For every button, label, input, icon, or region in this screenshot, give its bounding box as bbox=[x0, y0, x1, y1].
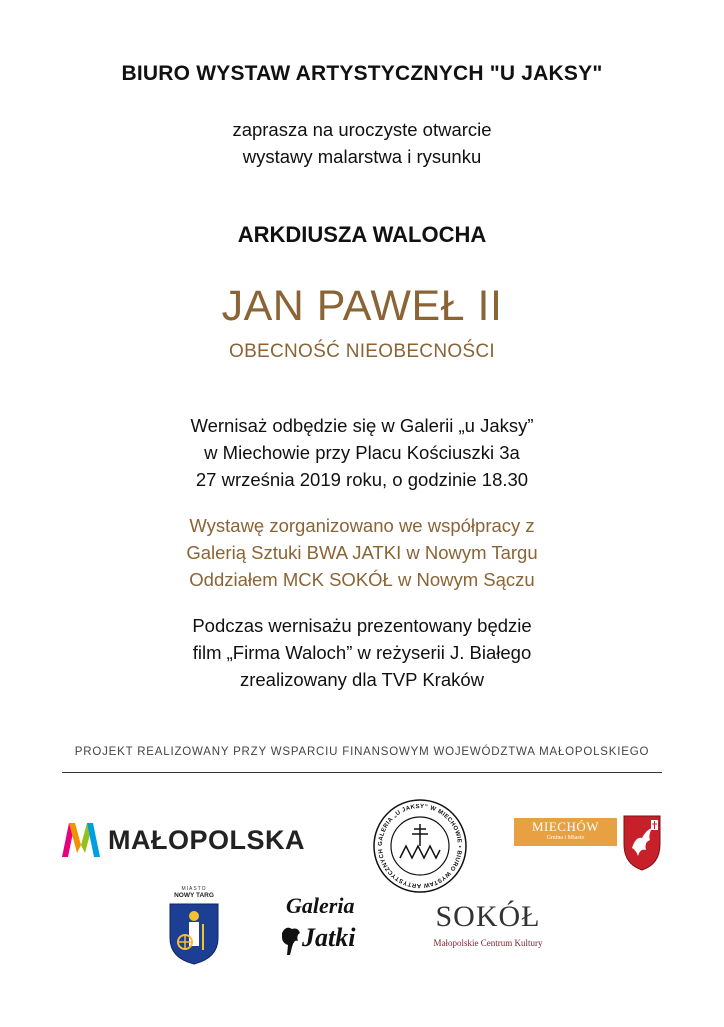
sokol-logo bbox=[418, 900, 558, 960]
artist-name: ARKDIUSZA WALOCHA bbox=[237, 222, 487, 247]
film-line: film „Firma Waloch” w reżyserii J. Białego bbox=[192, 642, 532, 663]
invitation-line: zaprasza na uroczyste otwarcie bbox=[232, 119, 492, 140]
miechow-logo bbox=[514, 814, 664, 872]
divider bbox=[62, 772, 662, 773]
bwa-ring-text: GALERIA „U JAKSY” W MIECHOWIE • BIURO WYSTAW ARTYSTYCZNYCH bbox=[377, 803, 463, 889]
cooperation-line: Oddziałem MCK SOKÓŁ w Nowym Sączu bbox=[189, 569, 535, 590]
film-line: Podczas wernisażu prezentowany będzie bbox=[192, 615, 532, 636]
bwa-stamp-icon bbox=[372, 798, 468, 894]
invitation-text bbox=[0, 116, 724, 170]
invitation-line: wystawy malarstwa i rysunku bbox=[242, 146, 482, 167]
film-line: zrealizowany dla TVP Kraków bbox=[239, 669, 485, 690]
cooperation-line: Galerią Sztuki BWA JATKI w Nowym Targu bbox=[186, 542, 538, 563]
exhibition-subtitle: OBECNOŚĆ NIEOBECNOŚCI bbox=[228, 341, 495, 362]
nowy-targ-coat-of-arms-icon bbox=[168, 902, 220, 966]
miechow-coat-of-arms-icon bbox=[622, 814, 662, 872]
nowy-targ-name: NOWY TARG bbox=[174, 892, 214, 899]
galeria-jatki-line1: Galeria bbox=[286, 893, 355, 918]
vernissage-info bbox=[0, 412, 724, 493]
bwa-jaksy-logo bbox=[372, 798, 468, 894]
exhibition-title: JAN PAWEŁ II bbox=[221, 282, 503, 330]
goat-icon bbox=[278, 923, 304, 957]
organizer-heading: BIURO WYSTAW ARTYSTYCZNYCH "U JAKSY" bbox=[121, 62, 603, 85]
cooperation-info bbox=[0, 512, 724, 593]
vernissage-line: w Miechowie przy Placu Kościuszki 3a bbox=[204, 442, 520, 463]
vernissage-line: Wernisaż odbędzie się w Galerii „u Jaksy” bbox=[190, 415, 534, 436]
film-info bbox=[0, 612, 724, 693]
galeria-jatki-line2: Jatki bbox=[302, 923, 356, 952]
sokol-name: SOKÓŁ bbox=[435, 900, 541, 933]
miechow-name: MIECHÓW bbox=[531, 819, 600, 834]
sokol-subtitle: Małopolskie Centrum Kultury bbox=[433, 938, 543, 948]
nowy-targ-small-label: MIASTO bbox=[181, 886, 207, 892]
malopolska-logo bbox=[62, 818, 332, 862]
malopolska-m-icon bbox=[62, 823, 100, 857]
sponsor-note: PROJEKT REALIZOWANY PRZY WSPARCIU FINANSOWYM WOJEWÓDZTWA MAŁOPOLSKIEGO bbox=[74, 746, 650, 758]
malopolska-wordmark: MAŁOPOLSKA bbox=[108, 824, 305, 855]
cooperation-line: Wystawę zorganizowano we współpracy z bbox=[189, 515, 535, 536]
galeria-jatki-logo bbox=[276, 893, 368, 967]
miechow-subtitle: Gmina i Miasto bbox=[546, 835, 585, 841]
vernissage-line: 27 września 2019 roku, o godzinie 18.30 bbox=[195, 469, 529, 490]
nowy-targ-logo bbox=[166, 886, 222, 968]
